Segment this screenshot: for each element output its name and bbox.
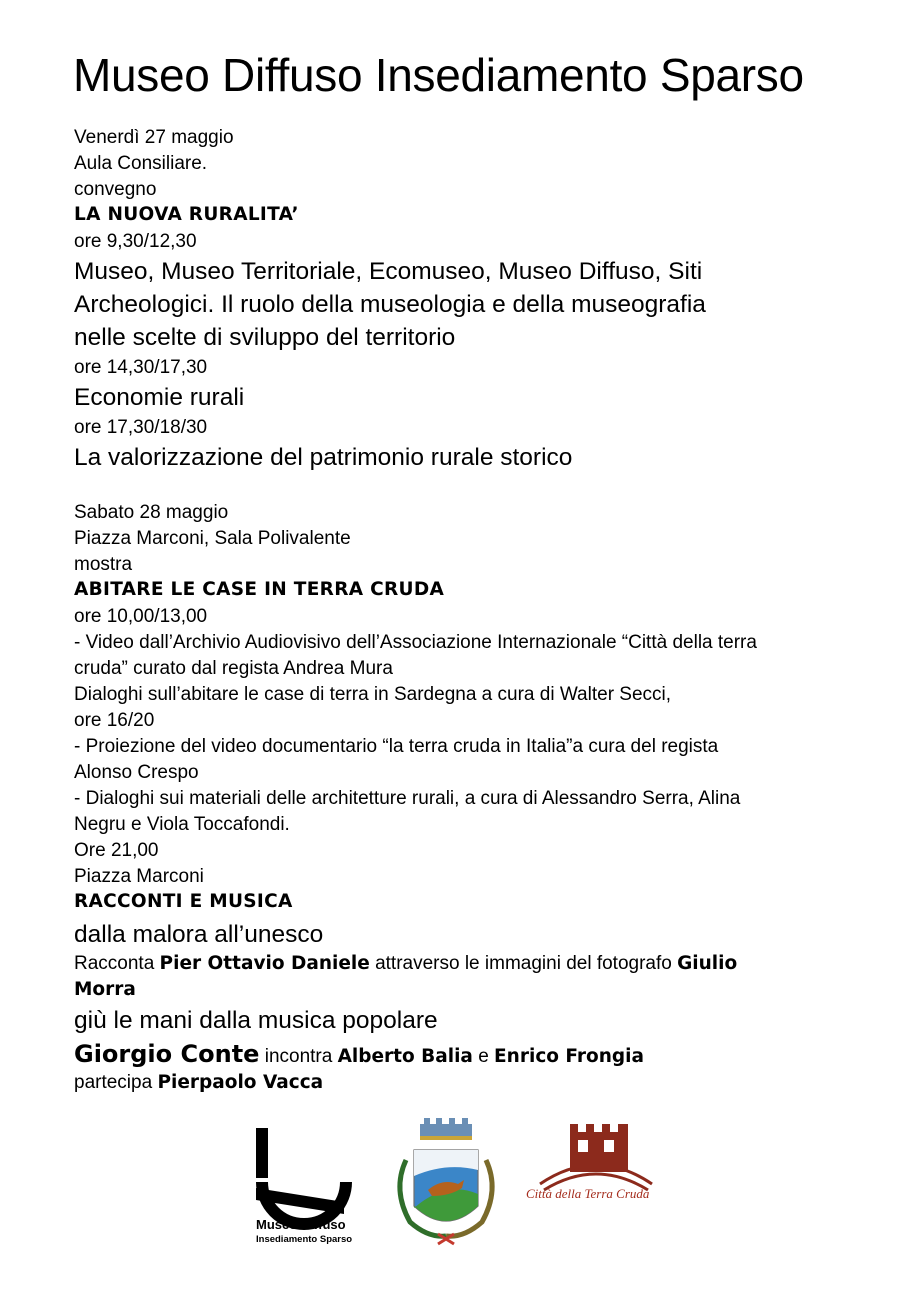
day2-time2: ore 16/20	[74, 710, 155, 731]
racconta-photographer-last: Morra	[74, 979, 136, 1000]
day2-subtitle2: giù le mani dalla musica popolare	[74, 1007, 438, 1034]
page-title: Museo Diffuso Insediamento Sparso	[73, 49, 804, 101]
balia-name: Alberto Balia	[337, 1046, 473, 1067]
day1-topic1-line1: Museo, Museo Territoriale, Ecomuseo, Museo Diffuso, Siti	[74, 258, 703, 285]
racconta-line	[74, 954, 737, 974]
racconta-name: Pier Ottavio Daniele	[159, 953, 370, 974]
day1-time2: ore 14,30/17,30	[74, 357, 208, 378]
day1-topic1-line3: nelle scelte di sviluppo del territorio	[74, 324, 456, 351]
and-text: e	[472, 1046, 495, 1067]
day1-time1: ore 9,30/12,30	[74, 231, 197, 252]
conte-name: Giorgio Conte	[74, 1040, 260, 1068]
day2-time3: Ore 21,00	[74, 840, 159, 861]
day2-time1: ore 10,00/13,00	[74, 606, 208, 627]
day1-topic2: Economie rurali	[74, 384, 245, 411]
vacca-name: Pierpaolo Vacca	[157, 1072, 324, 1093]
day2-heading: ABITARE LE CASE IN TERRA CRUDA	[74, 579, 445, 600]
day1-topic1-line2: Archeologici. Il ruolo della museologia e della museografia	[74, 291, 706, 318]
racconta-line2	[74, 980, 136, 1000]
day2-subtitle1: dalla malora all’unesco	[74, 921, 324, 948]
day1-place: Aula Consiliare.	[74, 153, 208, 174]
museo-logo-line1: Museo Diffuso	[256, 1217, 346, 1232]
conte-line	[74, 1042, 644, 1067]
day2-dialoghi: Dialoghi sull’abitare le case di terra in Sardegna a cura di Walter Secci,	[74, 684, 672, 705]
day2-materiali-line2: Negru e Viola Toccafondi.	[74, 814, 290, 835]
day1-time3: ore 17,30/18/30	[74, 417, 208, 438]
logos-row	[0, 1110, 922, 1270]
day2-date: Sabato 28 maggio	[74, 502, 229, 523]
museo-logo-line2: Insediamento Sparso	[256, 1234, 353, 1245]
day1-type: convegno	[74, 179, 157, 200]
day2-proiezione-line2: Alonso Crespo	[74, 762, 199, 783]
frongia-name: Enrico Frongia	[494, 1046, 644, 1067]
partecipa-line	[74, 1073, 323, 1093]
day1-date: Venerdì 27 maggio	[74, 127, 234, 148]
day2-materiali-line1: - Dialoghi sui materiali delle architetture rurali, a cura di Alessandro Serra, Alina	[74, 788, 741, 809]
coat-of-arms-icon	[400, 1118, 492, 1244]
day2-type: mostra	[74, 554, 133, 575]
partecipa-text: partecipa	[74, 1072, 158, 1093]
day2-video-line2: cruda” curato dal regista Andrea Mura	[74, 658, 393, 679]
day1-topic3: La valorizzazione del patrimonio rurale storico	[74, 444, 573, 471]
racconta-pre: Racconta	[74, 953, 160, 974]
day1-heading: LA NUOVA RURALITA’	[74, 204, 299, 225]
day2-heading3: RACCONTI E MUSICA	[74, 891, 293, 912]
racconta-photographer-first: Giulio	[677, 953, 738, 974]
citta-terra-cruda-logo-icon	[540, 1124, 652, 1190]
museo-diffuso-logo-icon	[256, 1128, 346, 1224]
day2-place: Piazza Marconi, Sala Polivalente	[74, 528, 351, 549]
racconta-mid: attraverso le immagini del fotografo	[369, 953, 678, 974]
day2-proiezione-line1: - Proiezione del video documentario “la terra cruda in Italia”a cura del regista	[74, 736, 719, 757]
day2-place3: Piazza Marconi	[74, 866, 204, 887]
day2-video-line1: - Video dall’Archivio Audiovisivo dell’Associazione Internazionale “Città della terra	[74, 632, 757, 653]
citta-logo-text: Città della Terra Cruda	[526, 1186, 650, 1201]
incontra-text: incontra	[259, 1046, 338, 1067]
